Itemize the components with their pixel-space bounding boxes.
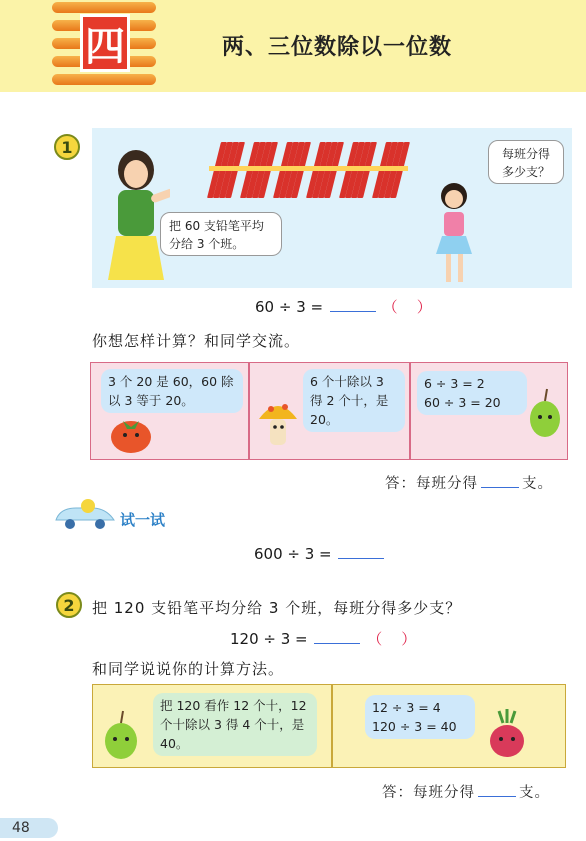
mushroom-character-icon — [255, 393, 301, 453]
method-bubble-4: 把 120 看作 12 个十，12 个十除以 3 得 4 个十，是 40。 — [153, 693, 317, 756]
example1-prompt: 你想怎样计算？和同学交流。 — [92, 332, 301, 350]
answer-blank[interactable] — [481, 474, 519, 488]
method-bubble-3 — [417, 371, 527, 415]
pencil-bundle-icon — [245, 142, 273, 198]
method-line: 6 ÷ 3 = 2 — [424, 376, 485, 391]
answer-blank[interactable] — [314, 630, 360, 644]
answer-prefix: 答：每班分得 — [382, 785, 475, 801]
radish-character-icon — [485, 709, 529, 759]
try-it-label: 试一试 — [120, 511, 166, 529]
equation-text: 60 ÷ 3 = — [255, 298, 324, 316]
method-bubble-2: 6 个十除以 3 得 2 个十，是 20。 — [303, 369, 405, 432]
example-number-2: 2 — [56, 592, 82, 618]
equation-text: 600 ÷ 3 = — [254, 545, 332, 563]
pencil-bundle-icon — [278, 142, 306, 198]
example1-methods-box — [90, 362, 568, 460]
answer-blank[interactable] — [338, 545, 384, 559]
chapter-header — [0, 0, 586, 92]
answer-prefix: 答：每班分得 — [385, 476, 478, 492]
chapter-number: 四 — [80, 14, 130, 72]
example1-answer — [385, 472, 553, 493]
equation-text: 120 ÷ 3 = — [230, 630, 308, 648]
pencil-bundle-icon — [311, 142, 339, 198]
answer-suffix: 支。 — [522, 476, 553, 492]
example2-answer — [382, 781, 550, 802]
chapter-badge — [52, 2, 156, 86]
answer-suffix: 支。 — [519, 785, 550, 801]
chapter-title: 两、三位数除以一位数 — [222, 35, 453, 60]
method-line: 12 ÷ 3 = 4 — [372, 700, 441, 715]
unit-parentheses: （ ） — [382, 298, 432, 316]
method-bubble-1: 3 个 20 是 60，60 除以 3 等于 20。 — [101, 369, 243, 413]
method-bubble-5 — [365, 695, 475, 739]
method-line: 120 ÷ 3 = 40 — [372, 719, 457, 734]
example2-problem: 把 120 支铅笔平均分给 3 个班，每班分得多少支？ — [92, 599, 462, 617]
example-number-1: 1 — [54, 134, 80, 160]
example1-equation — [255, 296, 432, 317]
pear-character-icon — [527, 385, 563, 441]
girl-illustration — [432, 180, 478, 288]
answer-blank[interactable] — [330, 298, 376, 312]
method-line: 60 ÷ 3 = 20 — [424, 395, 501, 410]
tomato-character-icon — [105, 413, 157, 455]
pencil-bundle-icon — [344, 142, 372, 198]
answer-blank[interactable] — [478, 783, 516, 797]
teacher-speech-bubble: 把 60 支铅笔平均分给 3 个班。 — [160, 212, 282, 256]
car-icon — [52, 498, 118, 532]
girl-speech-bubble: 每班分得多少支？ — [488, 140, 564, 184]
try-it-equation — [254, 545, 386, 563]
pencil-bundle-icon — [377, 142, 405, 198]
pencil-bundle-icon — [212, 142, 240, 198]
example2-prompt: 和同学说说你的计算方法。 — [92, 660, 285, 678]
example2-methods-box — [92, 684, 566, 768]
pear-character-icon — [101, 705, 141, 763]
page-number: 48 — [0, 818, 58, 838]
example2-equation — [230, 628, 416, 649]
unit-parentheses: （ ） — [367, 630, 417, 648]
